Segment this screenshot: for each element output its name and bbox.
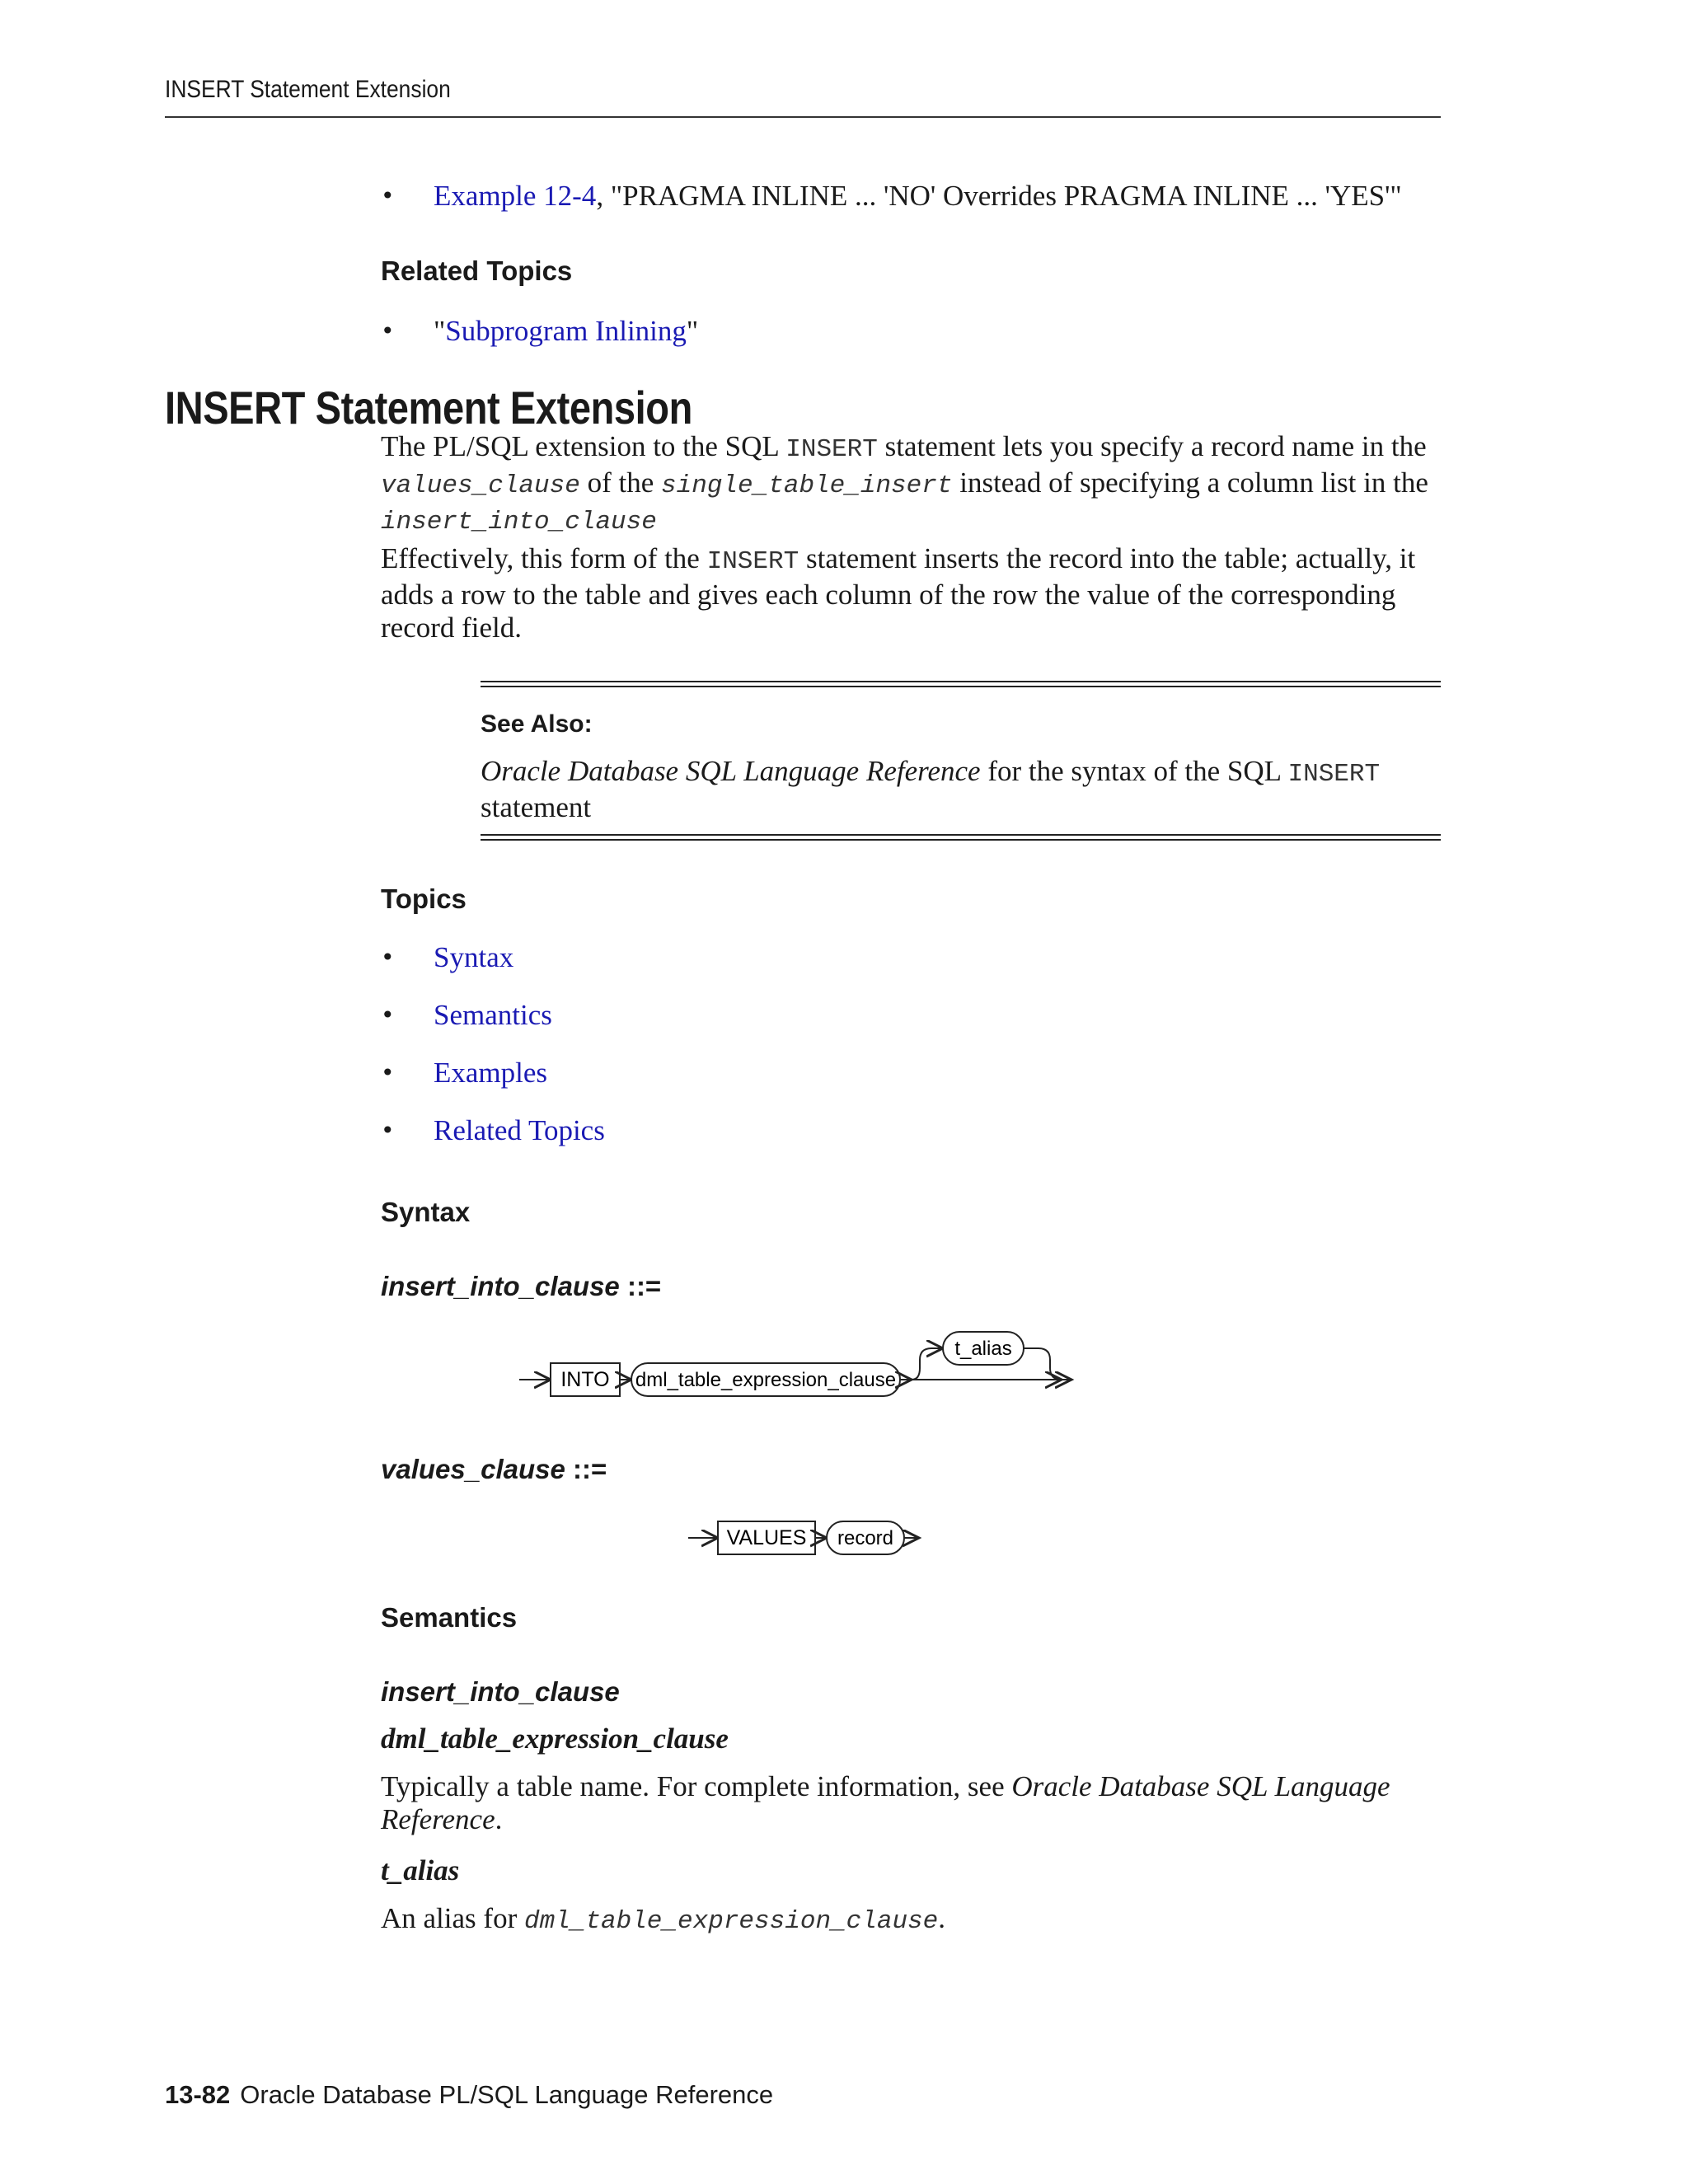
term-description: An alias for dml_table_expression_clause. [381,1902,946,1936]
inline-code: insert_into_clause [381,508,657,537]
subprogram-inlining-link[interactable]: Subprogram Inlining [445,315,687,347]
values-clause-diagram [680,1510,927,1568]
bullet-icon: • [381,1001,395,1029]
bullet-icon: • [381,317,395,344]
book-title: Oracle Database SQL Language Reference [481,755,981,787]
term-t-alias: t_alias [381,1854,460,1886]
inline-code: INSERT [1287,760,1381,789]
inline-code: dml_table_expression_clause [523,1907,939,1936]
page-number: 13-82 [165,2080,231,2109]
term-dml-table-expression-clause: dml_table_expression_clause [381,1722,729,1755]
section-title: INSERT Statement Extension [165,382,692,434]
syntax-heading: Syntax [381,1197,471,1227]
intro-paragraph-1: The PL/SQL extension to the SQL INSERT statement lets you specify a record name in the values_clause of the single_table_insert instead of specifying a column list in the insert_into_clause [381,430,1428,537]
bullet-icon: • [381,1117,395,1144]
bullet-icon: • [381,182,395,209]
record-text: record [837,1527,894,1549]
insert-into-clause-diagram [511,1324,1088,1414]
topic-link-syntax[interactable]: Syntax [434,941,514,973]
t-alias-text: t_alias [954,1338,1012,1360]
note-rule-bottom [481,834,1441,841]
page-footer [165,2080,773,2110]
quote-mark: " [434,315,446,347]
inline-code: single_table_insert [661,471,953,500]
see-also-title: See Also: [481,710,593,738]
list-item [381,997,552,1033]
bullet-icon: • [381,944,395,971]
dml-table-expression-clause-text: dml_table_expression_clause [635,1369,897,1391]
see-also-text: Oracle Database SQL Language Reference for the syntax of the SQL INSERT statement [481,755,1381,823]
topic-link-semantics[interactable]: Semantics [434,999,552,1031]
term-description: Typically a table name. For complete information, see Oracle Database SQL Language Reference. [381,1770,1390,1835]
semantics-heading: Semantics [381,1602,518,1633]
example-link[interactable]: Example 12-4 [434,180,597,212]
list-item [381,178,1402,214]
related-topics-heading: Related Topics [381,255,573,286]
bullet-icon: • [381,1059,395,1086]
book-title: Oracle Database SQL Language Reference [381,1770,1390,1835]
semantics-subheading: insert_into_clause [381,1676,620,1707]
topic-link-related-topics[interactable]: Related Topics [434,1114,605,1146]
intro-paragraph-2: Effectively, this form of the INSERT statement inserts the record into the table; actually, it adds a row to the table and gives each column of the row the value of the corresponding record field. [381,542,1416,644]
list-item [381,1113,605,1149]
topic-link-examples[interactable]: Examples [434,1057,548,1089]
inline-code: values_clause [381,471,580,500]
insert-into-clause-label: insert_into_clause ::= [381,1271,662,1301]
values-clause-label: values_clause ::= [381,1454,607,1484]
running-header: INSERT Statement Extension [165,76,451,103]
values-keyword: VALUES [726,1526,807,1549]
header-rule [165,116,1441,118]
into-keyword: INTO [560,1368,610,1391]
list-item [381,940,513,976]
inline-code: INSERT [706,547,799,576]
book-name: Oracle Database PL/SQL Language Reference [240,2080,774,2109]
list-item [381,1055,547,1091]
note-rule-top [481,681,1441,687]
list-item-text: , "PRAGMA INLINE ... 'NO' Overrides PRAGMA INLINE ... 'YES'" [596,180,1402,212]
list-item [381,313,698,349]
quote-mark: " [686,315,699,347]
topics-heading: Topics [381,883,467,914]
inline-code: INSERT [785,435,878,464]
